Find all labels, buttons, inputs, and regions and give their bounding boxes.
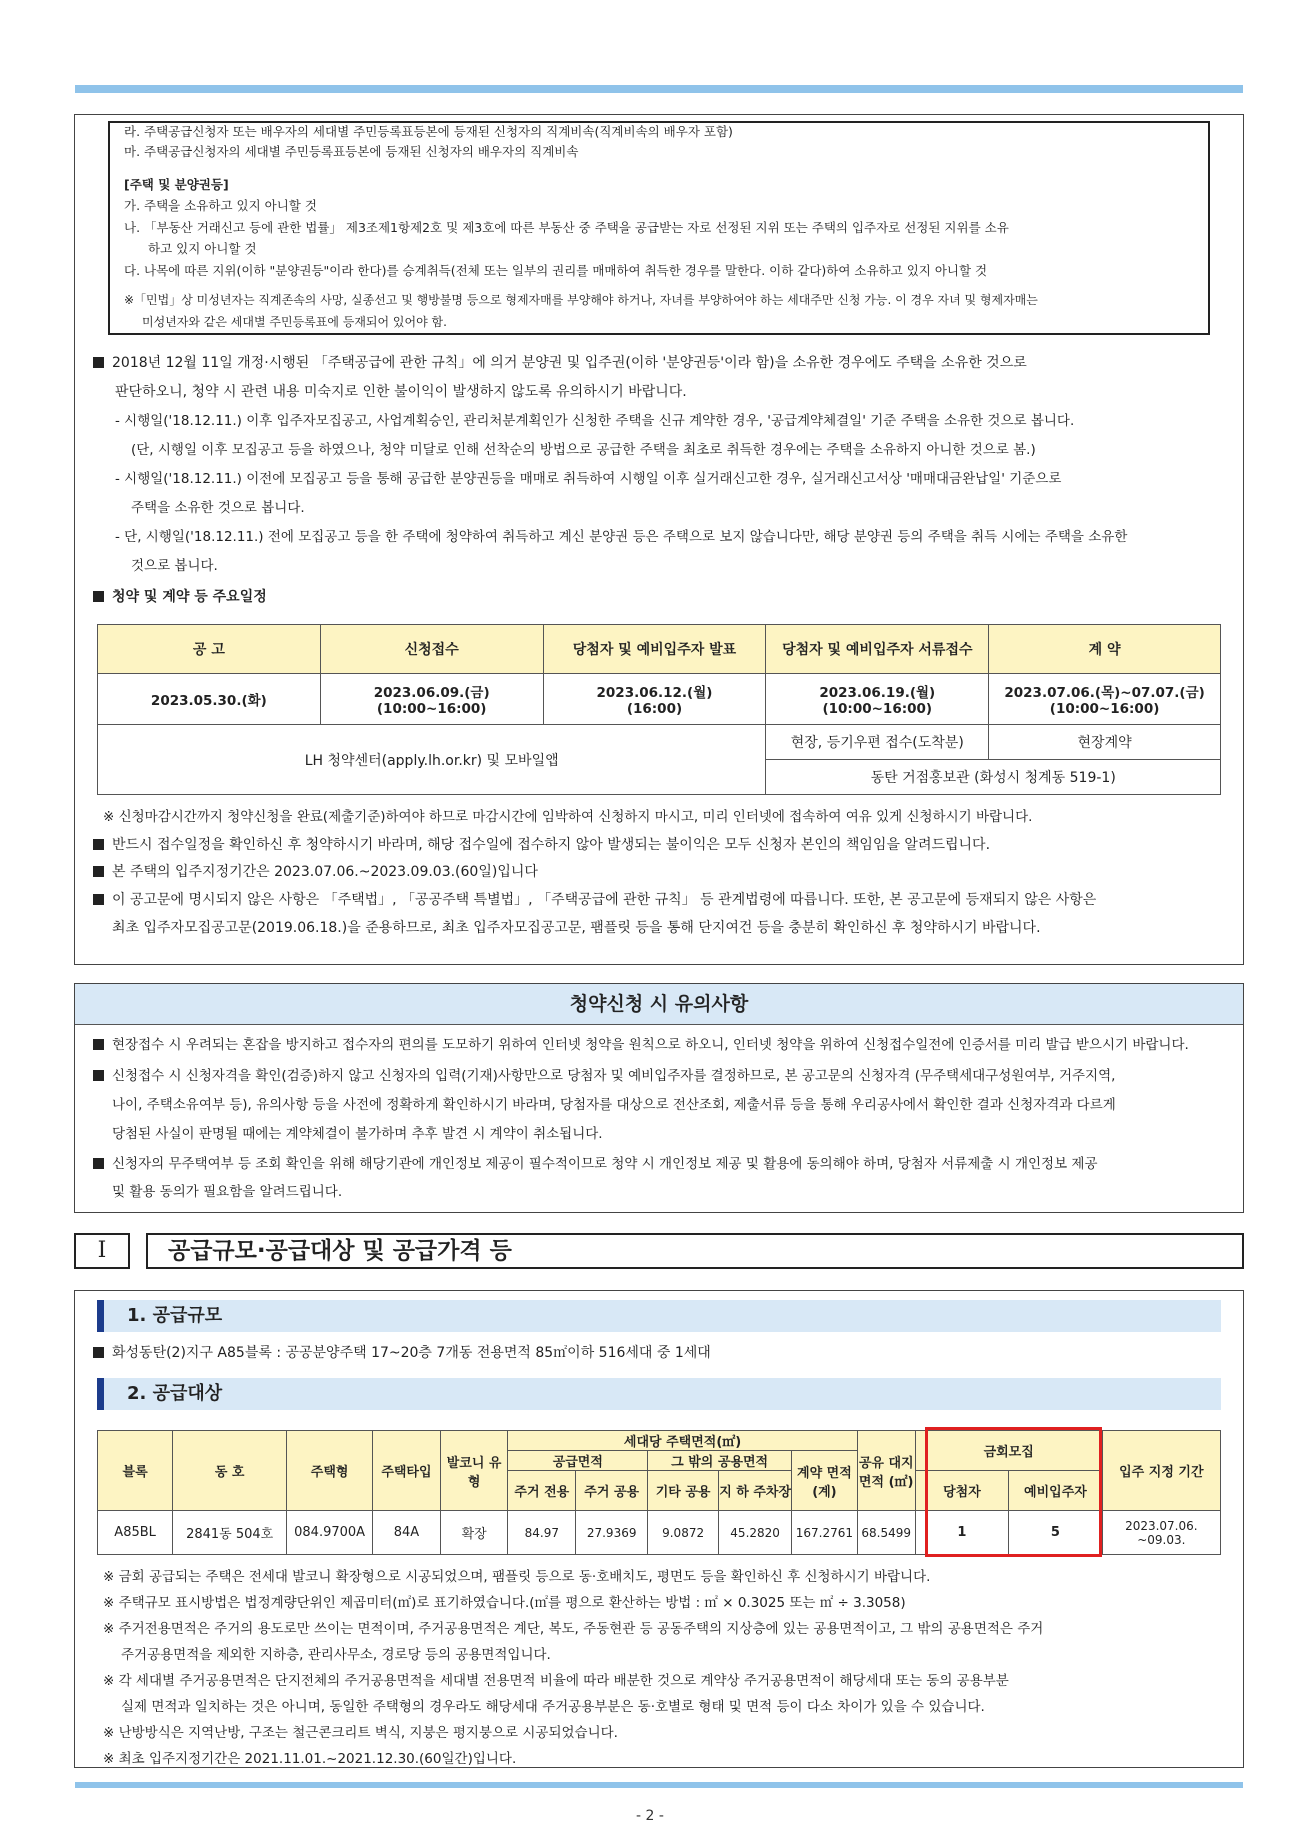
target-heading-text: 2. 공급대상 [127,1383,223,1404]
schedule-date-cell [543,674,766,725]
bullet-square-icon [93,591,104,602]
caution-item-3-text: 신청자의 무주택여부 등 조회 확인을 위해 해당기관에 개인정보 제공이 필수적이므로 청약 시 개인정보 제공 및 활용에 동의해야 하며, 당첨자 서류제출 시 개인정보 제공 [112,1156,1098,1172]
schedule-time: (10:00~16:00) [822,701,933,717]
schedule-note-4-cont: 최초 입주자모집공고문(2019.06.18.)을 준용하므로, 최초 입주자모집공고문, 팸플릿 등을 통해 단지여건 등을 충분히 확인하신 후 청약하시기 바랍니다. [112,920,1041,936]
scale-text [93,1343,711,1363]
rule-dash-1: - 시행일('18.12.11.) 이후 입주자모집공고, 사업계획승인, 관리처분계획인가 신청한 주택을 신규 계약한 경우, '공급계약체결일' 기준 주택을 소유한 것으로 봅니다. [115,413,1075,429]
heading-accent-bar [97,1300,104,1332]
schedule-date: 2023.06.12.(월) [596,685,713,701]
schedule-table [97,624,1221,795]
cell-land: 68.5499 [857,1511,915,1555]
schedule-note-1: ※ 신청마감시간까지 청약신청을 완료(제출기준)하여야 하므로 마감시간에 임박하여 신청하지 마시고, 미리 인터넷에 접속하여 여유 있게 신청하시기 바랍니다. [103,809,1033,825]
schedule-method-row [98,725,1221,760]
bullet-square-icon [93,866,104,877]
header-reserve: 예비입주자 [1009,1471,1102,1511]
housing-item-da: 다. 나목에 따른 지위(이하 "분양권등"이라 한다)를 승계취득(전체 또는 일부의 권리를 매매하여 취득한 경우를 말한다. 이하 같다)하여 소유하고 있지 아니할 것 [124,263,988,278]
bullet-square-icon [93,1347,104,1358]
header-res-common: 주거 공용 [576,1471,648,1511]
rule-para-cont: 판단하오니, 청약 시 관련 내용 미숙지로 인한 불이익이 발생하지 않도록 유의하시기 바랍니다. [115,384,687,400]
schedule-date-row [98,674,1221,725]
caution-item-2-cont2: 당첨된 사실이 판명될 때에는 계약체결이 불가하며 추후 발견 시 계약이 취소됩니다. [112,1126,603,1142]
header-period: 입주 지정 기간 [1102,1431,1220,1511]
schedule-note-4-text: 이 공고문에 명시되지 않은 사항은 「주택법」, 「공공주택 특별법」, 「주택공급에 관한 규칙」 등 관계법령에 따릅니다. 또한, 본 공고문에 등재되지 않은 사항은 [112,892,1097,908]
caution-item-3-cont: 및 활용 동의가 필요함을 알려드립니다. [112,1184,343,1200]
schedule-date-cell [766,674,989,725]
cell-res-excl: 84.97 [508,1511,576,1555]
bullet-square-icon [93,1070,104,1081]
schedule-date: 2023.07.06.(목)~07.07.(금) [1004,685,1205,701]
header-parking: 지 하 주차장 [719,1471,792,1511]
cell-dongho: 2841동 504호 [173,1511,287,1555]
schedule-note-2 [93,835,990,855]
footnote-5: ※ 난방방식은 지역난방, 구조는 철근콘크리트 벽식, 지붕은 평지붕으로 시공되었습니다. [103,1725,618,1741]
scale-text-value: 화성동탄(2)지구 A85블록 : 공공분양주택 17~20층 7개동 전용면적 85㎡이하 516세대 중 1세대 [112,1345,711,1361]
footnote-2: ※ 주택규모 표시방법은 법정계량단위인 제곱미터(㎡)로 표기하였습니다.(㎡를 평으로 환산하는 방법 : ㎡ × 0.3025 또는 ㎡ ÷ 3.3058) [103,1595,906,1611]
rule-dash-1-cont: (단, 시행일 이후 모집공고 등을 하였으나, 청약 미달로 인해 선착순의 방법으로 공급한 주택을 최초로 취득한 경우에는 주택을 소유하지 아니한 것으로 봄.) [131,442,1036,458]
caution-title: 청약신청 시 유의사항 [75,984,1243,1025]
cell-contract: 167.2761 [792,1511,858,1555]
eligibility-box [108,121,1210,335]
header-etc-common: 기타 공용 [648,1471,719,1511]
schedule-venue: 동탄 거점홍보관 (화성시 청계동 519-1) [766,760,1221,795]
heading-accent-bar [97,1378,104,1410]
schedule-heading [93,587,267,607]
cell-balcony: 확장 [440,1511,508,1555]
schedule-header: 공 고 [98,625,321,674]
header-winner: 당첨자 [915,1471,1008,1511]
cell-type: 084.9700A [287,1511,373,1555]
schedule-time: (10:00~16:00) [1049,701,1160,717]
schedule-header: 당첨자 및 예비입주자 서류접수 [766,625,989,674]
schedule-date: 2023.06.09.(금) [373,685,490,701]
rule-dash-2: - 시행일('18.12.11.) 이전에 모집공고 등을 통해 공급한 분양권등을 매매로 취득하여 시행일 이후 실거래신고한 경우, 실거래신고서상 '매매대금완납일' 기준으로 [115,471,1062,487]
schedule-header: 신청접수 [320,625,543,674]
cell-winner: 1 [915,1511,1008,1555]
schedule-online: LH 청약센터(apply.lh.or.kr) 및 모바일앱 [98,725,766,795]
rule-dash-3-cont: 것으로 봅니다. [131,558,218,574]
top-decoration-bar [75,85,1243,93]
bullet-square-icon [93,1158,104,1169]
housing-item-na: 나. 「부동산 거래신고 등에 관한 법률」 제3조제1항제2호 및 제3호에 따른 부동산 중 주택을 공급받는 자로 선정된 지위 또는 주택의 입주자로 선정된 지위를 소유 [124,220,1009,235]
header-balcony: 발코니 유형 [440,1431,508,1511]
header-area: 세대당 주택면적(㎡) [508,1431,857,1451]
cell-block: A85BL [98,1511,173,1555]
header-type: 주택형 [287,1431,373,1511]
bullet-square-icon [93,839,104,850]
bullet-square-icon [93,894,104,905]
footnote-4-cont: 실제 면적과 일치하는 것은 아니며, 동일한 주택형의 경우라도 해당세대 주거공용부분은 동·호별로 형태 및 면적 등이 다소 차이가 있을 수 있습니다. [121,1699,985,1715]
housing-item-na-cont: 하고 있지 아니할 것 [148,241,257,256]
schedule-header: 계 약 [989,625,1221,674]
rule-para-text: 2018년 12월 11일 개정·시행된 「주택공급에 관한 규칙」에 의거 분양권 및 입주권(이하 '분양권등'이라 함)을 소유한 경우에도 주택을 소유한 것으로 [112,355,1027,371]
footnote-1: ※ 금회 공급되는 주택은 전세대 발코니 확장형으로 시공되었으며, 팸플릿 등으로 동·호배치도, 평면도 등을 확인하신 후 신청하시기 바랍니다. [103,1569,931,1585]
header-other: 그 밖의 공용면적 [648,1451,792,1471]
schedule-heading-text: 청약 및 계약 등 주요일정 [112,589,267,605]
minor-note: ※「민법」상 미성년자는 직계존속의 사망, 실종선고 및 행방불명 등으로 형제자매를 부양해야 하거나, 자녀를 부양하여야 하는 세대주만 신청 가능. 이 경우 자녀 및 형제자매는 [124,293,1038,307]
schedule-contract-method: 현장계약 [989,725,1221,760]
housing-item-ga: 가. 주택을 소유하고 있지 아니할 것 [124,198,317,213]
schedule-note-3 [93,862,538,882]
bullet-square-icon [93,1039,104,1050]
header-res-excl: 주거 전용 [508,1471,576,1511]
header-supply: 공급면적 [508,1451,648,1471]
cell-reserve: 5 [1009,1511,1102,1555]
cell-period-end: ~09.03. [1137,1532,1186,1547]
rule-para [93,353,1027,373]
header-ttype: 주택타입 [373,1431,441,1511]
eligibility-item-ra: 라. 주택공급신청자 또는 배우자의 세대별 주민등록표등본에 등재된 신청자의 직계비속(직계비속의 배우자 포함) [124,124,733,139]
caution-item-1 [93,1035,1189,1055]
cell-res-common: 27.9369 [576,1511,648,1555]
schedule-docs-method: 현장, 등기우편 접수(도착분) [766,725,989,760]
header-recruit: 금회모집 [915,1431,1102,1471]
rule-dash-3: - 단, 시행일('18.12.11.) 전에 모집공고 등을 한 주택에 청약하여 취득하고 계신 분양권 등은 주택으로 보지 않습니다만, 해당 분양권 등의 주택을 취득 시에는 주택을 소유한 [115,529,1128,545]
bullet-square-icon [93,357,104,368]
footnote-4: ※ 각 세대별 주거공용면적은 단지전체의 주거공용면적을 세대별 전용면적 비율에 따라 배분한 것으로 계약상 주거공용면적이 해당세대 또는 동의 공용부분 [103,1673,1009,1689]
cell-etc-common: 9.0872 [648,1511,719,1555]
recruit-highlight-box [925,1427,1102,1557]
target-heading [97,1378,1221,1410]
rule-dash-2-cont: 주택을 소유한 것으로 봅니다. [131,500,305,516]
housing-heading: [주택 및 분양권등] [124,177,229,192]
cell-period [1102,1511,1220,1555]
header-land: 공유 대지 면적 (㎡) [857,1431,915,1511]
scale-heading [97,1300,1221,1332]
footnote-3: ※ 주거전용면적은 주거의 용도로만 쓰이는 면적이며, 주거공용면적은 계단, 복도, 주동현관 등 공동주택의 지상층에 있는 공용면적이고, 그 밖의 공용면적은 주거 [103,1621,1044,1637]
schedule-header-row [98,625,1221,674]
footnote-3-cont: 주거공용면적을 제외한 지하층, 관리사무소, 경로당 등의 공용면적입니다. [121,1647,551,1663]
schedule-note-3-text: 본 주택의 입주지정기간은 2023.07.06.~2023.09.03.(60일)입니다 [112,864,538,880]
header-dongho: 동 호 [173,1431,287,1511]
footnote-6: ※ 최초 입주지정기간은 2021.11.01.~2021.12.30.(60일간)입니다. [103,1751,517,1767]
schedule-note-2-text: 반드시 접수일정을 확인하신 후 청약하시기 바라며, 해당 접수일에 접수하지 않아 발생되는 불이익은 모두 신청자 본인의 책임임을 알려드립니다. [112,837,991,853]
schedule-time: (10:00~16:00) [376,701,487,717]
eligibility-item-ma: 마. 주택공급신청자의 세대별 주민등록표등본에 등재된 신청자의 배우자의 직계비속 [124,144,579,159]
caution-item-2-cont: 나이, 주택소유여부 등), 유의사항 등을 사전에 정확하게 확인하시기 바라며, 당첨자를 대상으로 전산조회, 제출서류 등을 통해 우리공사에서 확인한 결과 신청자격과 다르게 [112,1097,1116,1113]
cell-parking: 45.2820 [719,1511,792,1555]
bottom-decoration-bar [75,1782,1243,1788]
minor-note-cont: 미성년자와 같은 세대별 주민등록표에 등재되어 있어야 함. [142,315,447,329]
schedule-header: 당첨자 및 예비입주자 발표 [543,625,766,674]
caution-item-2 [93,1066,1115,1086]
caution-item-1-text: 현장접수 시 우려되는 혼잡을 방지하고 접수자의 편의를 도모하기 위하여 인터넷 청약을 원칙으로 하오니, 인터넷 청약을 위하여 신청접수일전에 인증서를 미리 발급 받으시기 바랍니다. [112,1037,1189,1053]
schedule-note-4 [93,890,1096,910]
schedule-date: 2023.05.30.(화) [98,674,321,725]
caution-item-3 [93,1154,1098,1174]
header-block: 블록 [98,1431,173,1511]
section-number: I [74,1233,130,1269]
schedule-time: (16:00) [626,701,683,717]
scale-heading-text: 1. 공급규모 [127,1305,223,1326]
page-number: - 2 - [636,1808,664,1824]
section-title: 공급규모·공급대상 및 공급가격 등 [146,1233,1244,1269]
schedule-date-cell [989,674,1221,725]
cell-ttype: 84A [373,1511,441,1555]
caution-item-2-text: 신청접수 시 신청자격을 확인(검증)하지 않고 신청자의 입력(기재)사항만으로 당첨자 및 예비입주자를 결정하므로, 본 공고문의 신청자격 (무주택세대구성원여부, 거주지역, [112,1068,1116,1084]
cell-period-start: 2023.07.06. [1125,1518,1198,1533]
schedule-date: 2023.06.19.(월) [819,685,936,701]
schedule-date-cell [320,674,543,725]
header-contract: 계약 면적 (계) [792,1451,858,1511]
